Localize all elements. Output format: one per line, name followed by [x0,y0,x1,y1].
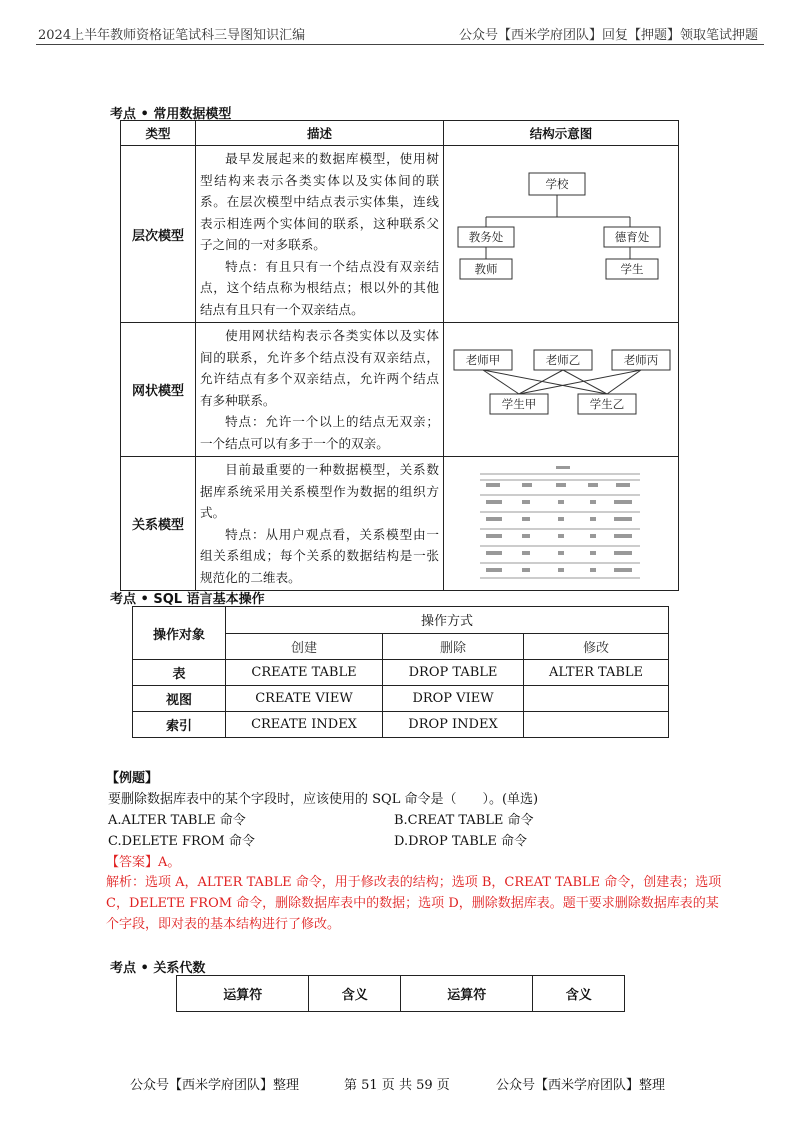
section-title-relational-algebra: 考点 • 关系代数 [110,961,206,976]
section-title-sql: 考点 • SQL 语言基本操作 [110,592,265,607]
drop-command: DROP VIEW [383,686,524,712]
header-document-title: 2024上半年教师资格证笔试科三导图知识汇编 [38,28,306,43]
column-header-operation: 操作方式 [226,607,669,634]
table-header-row [133,607,669,634]
model-feature-text: 特点：有且只有一个结点没有双亲结点，这个结点称为根结点；根以外的其他结点有且只有一个双亲结点。 [199,258,439,317]
network-diagram-cell [444,323,679,457]
model-description-text: 使用网状结构表示各类实体以及实体间的联系，允许多个结点没有双亲结点，允许结点有多个双亲结点，允许两个结点有多种联系。 [199,328,439,408]
sql-operations-table [132,606,669,738]
create-command: CREATE VIEW [226,686,383,712]
data-models-table [120,120,679,591]
node-leaf-right-label: 学生 [620,262,644,276]
model-type: 层次模型 [121,146,196,323]
relational-diagram-cell [444,457,679,591]
example-question: 要删除数据库表中的某个字段时，应该使用的 SQL 命令是（ ）。(单选) [108,792,539,807]
subheader-drop: 删除 [383,633,524,660]
model-description [195,146,443,323]
column-header-operator: 运算符 [177,976,309,1012]
option-a: A.ALTER TABLE 命令 [108,813,246,828]
answer-text: 【答案】A。 [106,855,181,870]
node-student-a-label: 学生甲 [501,396,537,411]
network-diagram [444,326,678,450]
object-name: 视图 [133,686,226,712]
option-d: D.DROP TABLE 命令 [394,834,527,849]
node-student-b-label: 学生乙 [589,396,625,411]
column-header-meaning: 含义 [533,976,625,1012]
column-header-type: 类型 [121,121,196,146]
relational-table-illustration [444,458,678,586]
model-description [195,323,443,457]
alter-command [524,712,669,738]
footer-page-number: 第 51 页 共 59 页 [344,1078,450,1093]
create-command: CREATE TABLE [226,660,383,686]
table-row [121,146,679,323]
hierarchical-diagram-cell [444,146,679,323]
footer-left: 公众号【西米学府团队】整理 [130,1078,300,1093]
column-header-meaning: 含义 [309,976,401,1012]
model-description [195,457,443,591]
model-description-text: 最早发展起来的数据库模型，使用树型结构来表示各类实体以及实体间的联系。在层次模型中结点表示实体集，连线表示相连两个实体间的联系，这种联系父子之间的一对多联系。 [199,151,439,252]
model-feature-text: 特点：允许一个以上的结点无双亲；一个结点可以有多于一个的双亲。 [199,414,439,451]
object-name: 表 [133,660,226,686]
option-b: B.CREAT TABLE 命令 [394,813,534,828]
table-row [121,323,679,457]
node-leaf-left-label: 教师 [474,262,498,276]
node-mid-left-label: 教务处 [468,230,504,244]
node-teacher-c-label: 老师丙 [623,352,659,367]
column-header-operator: 运算符 [400,976,532,1012]
model-description-text: 目前最重要的一种数据模型，关系数据库系统采用关系模型作为数据的组织方式。 [199,462,439,520]
column-header-diagram: 结构示意图 [444,121,679,146]
subheader-create: 创建 [226,633,383,660]
table-header-row [121,121,679,146]
node-teacher-b-label: 老师乙 [545,352,581,367]
subheader-alter: 修改 [524,633,669,660]
model-feature-text: 特点：从用户观点看，关系模型由一组关系组成；每个关系的数据结构是一张规范化的二维表。 [199,526,439,585]
footer-right: 公众号【西米学府团队】整理 [496,1078,666,1093]
header-promo: 公众号【西米学府团队】回复【押题】领取笔试押题 [458,28,758,43]
model-type: 网状模型 [121,323,196,457]
column-header-object: 操作对象 [133,607,226,660]
drop-command: DROP TABLE [383,660,524,686]
table-row [133,660,669,686]
table-row [121,457,679,591]
option-c: C.DELETE FROM 命令 [108,834,255,849]
hierarchical-diagram [444,149,678,315]
alter-command: ALTER TABLE [524,660,669,686]
node-root-label: 学校 [545,177,569,191]
drop-command: DROP INDEX [383,712,524,738]
table-row [133,686,669,712]
alter-command [524,686,669,712]
analysis-text: 解析：选项 A，ALTER TABLE 命令，用于修改表的结构；选项 B，CREAT TABLE 命令，创建表；选项 C，DELETE FROM 命令，删除数据库表中的数据；选项 D，删除数据库表。题干要求删除数据库表的某个字段，即对表的基本结构进行了修改。 [106,875,722,932]
node-teacher-a-label: 老师甲 [465,352,501,367]
header-divider [36,44,764,45]
example-label: 【例题】 [106,771,159,786]
section-title-data-models: 考点 • 常用数据模型 [110,107,232,122]
column-header-description: 描述 [195,121,443,146]
table-header-row [177,976,625,1012]
node-mid-right-label: 德育处 [614,230,650,244]
table-row [133,712,669,738]
create-command: CREATE INDEX [226,712,383,738]
model-type: 关系模型 [121,457,196,591]
object-name: 索引 [133,712,226,738]
relational-algebra-table [176,975,625,1012]
